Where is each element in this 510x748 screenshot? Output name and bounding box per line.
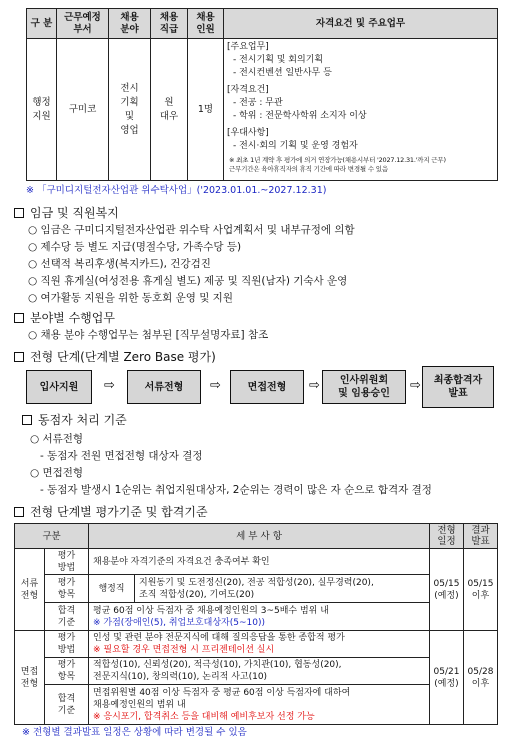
eval-int-pass <box>89 685 430 725</box>
eval-doc-items-row <box>15 575 498 603</box>
pay-item: ○ 직원 휴게실(여성전용 휴게실 별도) 제공 및 직원(남자) 기숙사 운영 <box>28 275 348 287</box>
arrow-right-icon: ⇨ <box>309 378 320 393</box>
eval-int-method-text: 인성 및 관련 분야 전문지식에 대해 질의응답을 통한 종합적 평가 <box>93 633 345 643</box>
section-eval <box>14 503 208 520</box>
square-bullet-icon <box>14 507 24 517</box>
header-department: 근무예정 부서 <box>57 9 109 39</box>
eval-int-method-note: ※ 필요할 경우 면접전형 시 프리젠테이션 실시 <box>93 645 275 655</box>
section-pay <box>14 204 119 221</box>
eval-int-pass-row <box>15 685 498 725</box>
eval-int-stage: 면접 전형 <box>15 631 45 725</box>
duty-item: - 전시기획 및 회의기획 <box>233 55 324 65</box>
arrow-right-icon: ⇨ <box>104 378 115 393</box>
recruitment-table-header <box>27 9 498 39</box>
pay-item: ○ 선택적 복리후생(복지카드), 건강검진 <box>28 258 211 270</box>
flow-step-committee: 인사위원회 및 임용승인 <box>322 370 406 404</box>
eval-doc-pass-label: 합격 기준 <box>45 603 89 631</box>
tie-interview-item: - 동점자 발생시 1순위는 취업지원대상자, 2순위는 경력이 많은 자 순으로 합격자 결정 <box>40 484 432 496</box>
header-rank: 채용 직급 <box>151 9 188 39</box>
eval-int-method-row <box>15 631 498 658</box>
row-count: 1명 <box>188 39 224 181</box>
eval-int-pass-note: ※ 응시포기, 합격취소 등을 대비해 예비후보자 선정 가능 <box>93 711 315 722</box>
section-eval-title: 전형 단계별 평가기준 및 합격기준 <box>30 505 208 519</box>
header-field: 채용 분야 <box>109 9 151 39</box>
recruitment-table <box>26 8 498 181</box>
project-note: ※ 「구미디지털전자산업관 위수탁사업」('2023.01.01.~2027.12.31) <box>26 185 327 196</box>
arrow-right-icon: ⇨ <box>410 378 421 393</box>
eval-header-row <box>15 524 498 549</box>
prefs-title: [우대사항] <box>227 128 269 138</box>
schedule-footnote: ※ 전형별 결과발표 일정은 상황에 따라 변경될 수 있음 <box>22 727 247 738</box>
recruitment-row <box>27 39 498 181</box>
eval-doc-method-row <box>15 549 498 575</box>
eval-doc-method: 채용분야 자격기준의 자격요건 충족여부 확인 <box>89 549 430 575</box>
square-bullet-icon <box>22 415 32 425</box>
evaluation-table <box>14 523 498 725</box>
pref-item: - 전시·회의 기획 및 운영 경험자 <box>233 141 358 151</box>
eval-doc-date: 05/15 (예정) <box>430 549 464 631</box>
square-bullet-icon <box>14 208 24 218</box>
section-duty <box>14 309 115 326</box>
section-ties-title: 동점자 처리 기준 <box>38 413 127 427</box>
pay-item: ○ 임금은 구미디지털전자산업관 위수탁 사업계획서 및 내부규정에 의함 <box>28 224 355 236</box>
row-rank: 원 대우 <box>151 39 188 181</box>
eval-int-items-row <box>15 658 498 685</box>
eval-doc-pass <box>89 603 430 631</box>
section-stages-title: 전형 단계(단계별 Zero Base 평가) <box>30 350 216 364</box>
flow-step-interview: 면접전형 <box>230 370 304 404</box>
eval-int-method <box>89 631 430 658</box>
eval-doc-pass-note: ※ 가점(장애인(5), 취업보호대상자(5~10)) <box>93 617 265 628</box>
tie-document-item: - 동점자 전원 면접전형 대상자 결정 <box>40 450 203 462</box>
eval-doc-method-label: 평가 방법 <box>45 549 89 575</box>
eval-int-items-label: 평가 항목 <box>45 658 89 685</box>
duties-title: [주요업무] <box>227 42 269 52</box>
duty-item: - 전시컨벤션 일반사무 등 <box>233 68 332 78</box>
contract-note: ※ 최초 1년 계약 후 평가에 의거 연장가능(채용시부터 '2027.12.31.'까지 근무) 근무기간은 육아휴직자의 휴직 기간에 따라 변경될 수 있음 <box>229 156 446 173</box>
flow-step-apply: 입사지원 <box>26 370 92 404</box>
qual-item: - 전공 : 무관 <box>233 98 283 108</box>
duty-bullet: ○ 채용 분야 수행업무는 첨부된 [직무설명자료] 참조 <box>28 329 269 341</box>
eval-doc-stage: 서류 전형 <box>15 549 45 631</box>
section-pay-title: 임금 및 직원복지 <box>30 206 119 220</box>
flow-step-final: 최종합격자 발표 <box>422 366 494 408</box>
row-field: 전시 기획 및 영업 <box>109 39 151 181</box>
eval-int-pass-text: 면접위원별 40점 이상 득점자 중 평균 60점 이상 득점자에 대하여 채용예정인원의 범위 내 <box>93 687 351 710</box>
section-stages <box>14 348 216 365</box>
header-qualifications: 자격요건 및 주요업무 <box>224 9 498 39</box>
section-ties <box>22 411 127 428</box>
eval-header-category: 구분 <box>15 524 89 549</box>
quals-title: [자격요건] <box>227 85 269 95</box>
pay-item: ○ 여가활동 지원을 위한 동호회 운영 및 지원 <box>28 292 233 304</box>
section-duty-title: 분야별 수행업무 <box>30 311 115 325</box>
eval-header-date: 전형 일정 <box>430 524 464 549</box>
eval-int-method-label: 평가 방법 <box>45 631 89 658</box>
eval-doc-pass-text: 평균 60점 이상 득점자 중 채용예정인원의 3~5배수 범위 내 <box>93 605 329 616</box>
header-category: 구 분 <box>27 9 57 39</box>
eval-header-result: 결과 발표 <box>464 524 498 549</box>
row-category: 행정 지원 <box>27 39 57 181</box>
eval-int-result: 05/28 이후 <box>464 631 498 725</box>
eval-header-detail: 세 부 사 항 <box>89 524 430 549</box>
square-bullet-icon <box>14 352 24 362</box>
eval-doc-items: 지원동기 및 도전정신(20), 전공 적합성(20), 실무경력(20), 조직 적합성(20), 기여도(20) <box>135 575 430 603</box>
row-department: 구미코 <box>57 39 109 181</box>
eval-doc-items-label: 평가 항목 <box>45 575 89 603</box>
qual-item: - 학위 : 전문학사학위 소지자 이상 <box>233 111 367 121</box>
flow-step-document: 서류전형 <box>127 370 201 404</box>
row-qualifications <box>224 39 498 181</box>
eval-int-pass-label: 합격 기준 <box>45 685 89 725</box>
eval-int-date: 05/21 (예정) <box>430 631 464 725</box>
eval-doc-pass-row <box>15 603 498 631</box>
eval-int-items: 적합성(10), 신뢰성(20), 적극성(10), 가치관(10), 협동성(20), 전문지식(10), 창의력(10), 논리적 사고(10) <box>89 658 430 685</box>
arrow-right-icon: ⇨ <box>210 378 221 393</box>
eval-doc-items-sub: 행정직 <box>89 575 135 603</box>
pay-item: ○ 제수당 등 별도 지급(명절수당, 가족수당 등) <box>28 241 242 253</box>
tie-interview-head: ○ 면접전형 <box>30 467 84 479</box>
eval-doc-result: 05/15 이후 <box>464 549 498 631</box>
header-count: 채용 인원 <box>188 9 224 39</box>
square-bullet-icon <box>14 313 24 323</box>
tie-document-head: ○ 서류전형 <box>30 433 84 445</box>
